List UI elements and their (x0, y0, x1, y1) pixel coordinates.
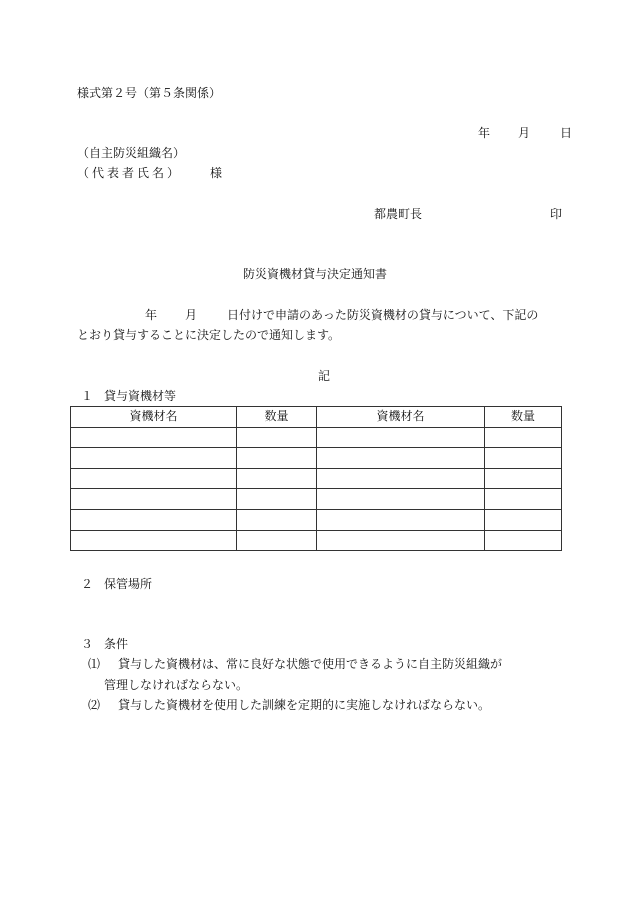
table-cell (71, 427, 237, 448)
condition-1-line-1: 貸与した資機材は、常に良好な状態で使用できるように自主防災組織が (118, 657, 503, 671)
table-row (71, 468, 562, 489)
body-month-label: 月 (185, 308, 198, 322)
header-equipment-name-1: 資機材名 (71, 407, 237, 428)
ki-heading: 記 (318, 369, 331, 383)
table-cell (485, 468, 562, 489)
table-cell (237, 530, 317, 551)
table-cell (237, 427, 317, 448)
table-cell (485, 448, 562, 469)
table-cell (317, 489, 485, 510)
section-2-number: ２ (81, 577, 94, 591)
header-quantity-2: 数量 (485, 407, 562, 428)
form-number: 様式第２号（第５条関係） (77, 86, 222, 100)
table-row (71, 489, 562, 510)
table-cell (485, 509, 562, 530)
body-line-1: 日付けで申請のあった防災資機材の貸与について、下記の (227, 308, 539, 322)
section-1-title: 貸与資機材等 (104, 389, 177, 403)
condition-1-line-2: 管理しなければならない。 (104, 678, 249, 692)
table-cell (237, 448, 317, 469)
issuer-title: 都農町長 (374, 207, 423, 221)
recipient-honorific: 様 (210, 166, 223, 180)
date-year-label: 年 (478, 126, 491, 140)
section-1-number: １ (81, 389, 94, 403)
table-cell (71, 489, 237, 510)
table-cell (317, 509, 485, 530)
document-title: 防災資機材貸与決定通知書 (243, 267, 388, 281)
issuer-seal: 印 (550, 207, 563, 221)
table-cell (237, 489, 317, 510)
table-cell (71, 530, 237, 551)
table-row (71, 448, 562, 469)
recipient-representative: （代表者氏名） (77, 166, 183, 180)
table-cell (237, 468, 317, 489)
table-cell (71, 468, 237, 489)
body-year-label: 年 (145, 308, 158, 322)
header-equipment-name-2: 資機材名 (317, 407, 485, 428)
header-quantity-1: 数量 (237, 407, 317, 428)
condition-2-marker: ⑵ (88, 698, 101, 712)
recipient-organization: （自主防災組織名） (77, 146, 186, 160)
table-cell (71, 509, 237, 530)
table-cell (71, 448, 237, 469)
table-header-row (71, 407, 562, 428)
table-row (71, 509, 562, 530)
table-row (71, 427, 562, 448)
date-month-label: 月 (518, 126, 531, 140)
section-3-title: 条件 (104, 637, 129, 651)
table-cell (317, 530, 485, 551)
condition-2-line-1: 貸与した資機材を使用した訓練を定期的に実施しなければならない。 (118, 698, 491, 712)
condition-1-marker: ⑴ (88, 657, 101, 671)
section-3-number: ３ (81, 637, 94, 651)
date-day-label: 日 (560, 126, 573, 140)
table-cell (317, 427, 485, 448)
table-row (71, 530, 562, 551)
section-2-title: 保管場所 (104, 577, 153, 591)
table-cell (317, 468, 485, 489)
table-cell (485, 489, 562, 510)
table-cell (485, 427, 562, 448)
table-cell (237, 509, 317, 530)
table-cell (485, 530, 562, 551)
equipment-table (70, 406, 562, 551)
body-line-2: とおり貸与することに決定したので通知します。 (77, 328, 341, 342)
table-cell (317, 448, 485, 469)
